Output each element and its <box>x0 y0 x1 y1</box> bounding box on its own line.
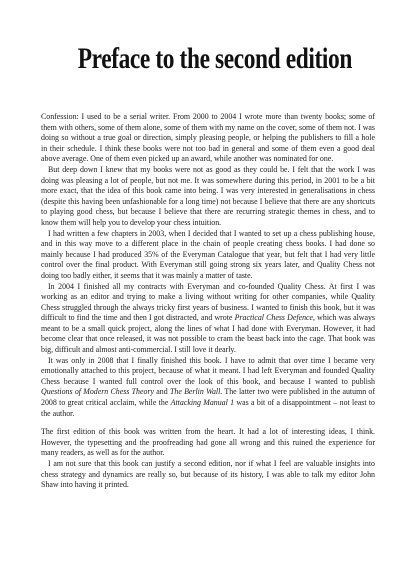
paragraph-7: I am not sure that this book can justify a second edition, nor if what I feel are valuable insights into chess strategy and dynamics are really so, but because of its history, I was able to talk my editor John Shaw into having it printed. <box>41 459 375 490</box>
preface-body <box>41 112 375 491</box>
book-title-questions-of-modern-chess-theory: Questions of Modern Chess Theory <box>41 387 155 397</box>
paragraph-5-text-a: It was only in 2008 that I finally finished this book. I have to admit that over time I became very emotionally attached to this project, because of what it meant. I had left Everyman and founded Quality Chess because I wanted full control over the look of this book, and because I wanted to publish <box>41 355 375 386</box>
paragraph-5 <box>41 356 375 420</box>
paragraph-6: The first edition of this book was written from the heart. It had a lot of interesting ideas, I think. However, the typesetting and the proofreading had gone all wrong and this ruined the experience for many readers, as well as for the author. <box>41 427 375 458</box>
page-title: Preface to the second edition <box>77 42 352 75</box>
paragraph-4-text-b: , which was always meant to be a small quick project, along the lines of what I had done with Everyman. However, it had become clear that once released, it was not possible to cram the beast back into the cage. That book was big, difficult and almost anti-commercial. I still love it dearly. <box>41 313 376 355</box>
paragraph-5-and: and <box>154 387 170 397</box>
paragraph-3: I had written a few chapters in 2003, when I decided that I wanted to set up a chess publishing house, and in this way move to a different place in the chain of people creating chess books. I had done so mainly because I had produced 35% of the Everyman Catalogue that year, but felt that I had very little control over the final product. With Everyman still going strong six years later, and Quality Chess not doing too badly either, it seems that it was mainly a matter of taste. <box>41 228 375 280</box>
paragraph-5-text-b: . The latter two were published in the autumn of 2008 to great critical acclaim, while the <box>41 387 376 408</box>
book-title-the-berlin-wall: The Berlin Wall <box>169 387 221 397</box>
paragraph-4 <box>41 282 375 356</box>
paragraph-1: Confession: I used to be a serial writer. From 2000 to 2004 I wrote more than twenty books; some of them with others, some of them alone, some of them with my name on the cover, some of them not. I was doing so without a true goal or direction, simply pleasing people, or helping the publishers to fill a hole in their schedule. I think these books were not too bad in general and some of them even a good deal above average. One of them even picked up an award, while another was nominated for one. <box>41 112 375 164</box>
paragraph-5-text-c: was a bit of a disappointment – not least to the author. <box>41 398 375 418</box>
book-title-attacking-manual-1: Attacking Manual 1 <box>170 398 235 408</box>
book-title-practical-chess-defence: Practical Chess Defence <box>234 313 314 323</box>
paragraph-2: But deep down I knew that my books were not as good as they could be. I felt that the work I was doing was pleasing a lot of people, but not me. It was somewhere during this period, in 2001 to be a bit more exact, that the idea of this book came into being. I was very interested in generalisations in chess (despite this having been unfashionable for a long time) not because I believe that there are any shortcuts to playing good chess, but because I believe that there are recurring strategic themes in chess, and to know them will help you to develop your chess intuition. <box>41 164 375 227</box>
paragraph-4-text-a: In 2004 I finished all my contracts with Everyman and co-founded Quality Chess. At first I was working as an editor and trying to make a living without writing for other companies, while Quality Chess struggled through the always tricky first years of business. I wanted to finish this book, but it was difficult to find the time and then I got distracted, and wrote <box>41 281 375 323</box>
